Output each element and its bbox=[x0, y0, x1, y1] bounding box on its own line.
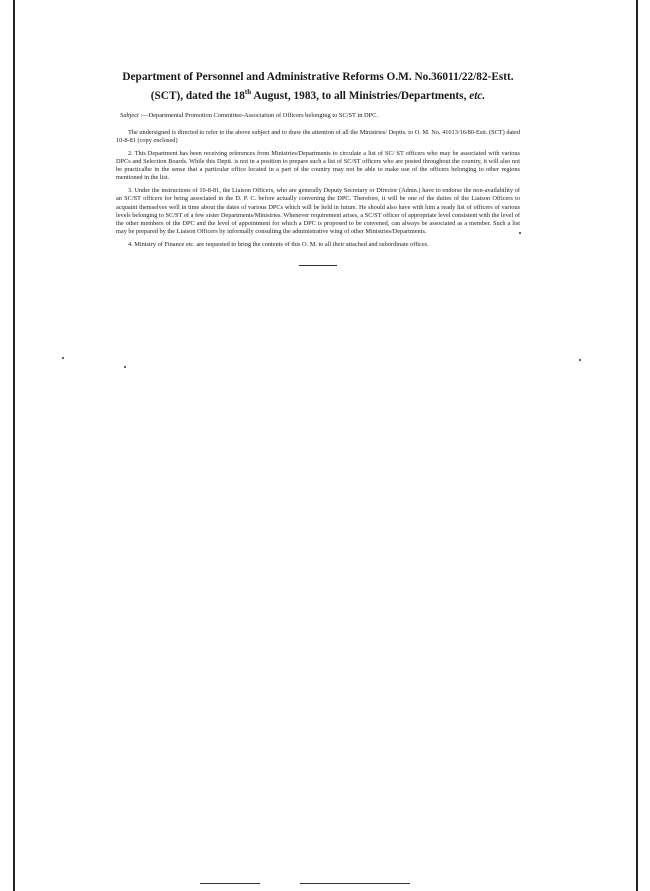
subject-line bbox=[120, 111, 520, 120]
title-superscript: th bbox=[244, 88, 252, 96]
title-rest: August, 1983, to all Ministries/Departments, bbox=[251, 89, 470, 102]
document-page bbox=[116, 70, 520, 266]
paragraph-2: 2. This Department has been receiving references from Ministries/Departments to circulate a list of SC/ ST officers who may be associated with various DPCs and Selection Boards. While this Deptt. is not in a position to prepare such a list of SC/ST officers who are posted throughout the country, it will also not be practicalbe in the sense that a particular office located in a part of the country may not be able to make use of the officers belonging to other regions mentioned in the list. bbox=[116, 149, 520, 182]
end-divider bbox=[299, 265, 337, 266]
title-etc: etc. bbox=[469, 89, 486, 102]
footer-line bbox=[300, 883, 410, 884]
footer-line bbox=[200, 883, 260, 884]
subject-label: Subject bbox=[120, 111, 139, 119]
scan-edge-right bbox=[636, 0, 638, 891]
title-main: Department of Personnel and Administrative Reforms O.M. No.36011/22/82-Estt.(SCT), dated the 18 bbox=[122, 71, 514, 102]
scan-edge-left bbox=[13, 0, 15, 891]
scan-speck bbox=[579, 359, 581, 361]
scan-speck bbox=[519, 232, 521, 234]
document-title bbox=[116, 70, 520, 104]
paragraph-1: The undersigned is directed to refer to the above subject and to draw the attention of all the Ministries/ Deptts. to O. M. No. 41013/16/80-Estt. (SCT) dated 10-8-81 (copy enclosed) bbox=[116, 128, 520, 144]
subject-text: :—Departmental Promotion Committee-Association of Officers belonging to SC/ST in DPC. bbox=[138, 111, 379, 119]
scan-speck bbox=[124, 366, 126, 368]
scan-speck bbox=[62, 357, 64, 359]
paragraph-4: 4. Ministry of Finance etc. are requested to bring the contents of this O. M. to all their attached and subordinate offices. bbox=[128, 240, 429, 248]
paragraph-3: 3. Under the instructions of 10-8-81, the Liaison Officers, who are generally Deputy Secretary or Director (Admn.) have to endorse the non-availability of an SC/ST officers for being associated in the D. P. C. before actually convening the DPC. Therefore, it will be one of the duties of the Liaison Officers to acquaint themselves well in time about the dates of various DPCs which will be held in future. He should also have with him a ready list of officers of various levels belonging to SC/ST of a few sister Departments/Ministries. Whenever requirement arises, a SC/ST officer of appropriate level consistent with the level of the other members of the DPC and the level of appointment for which a DPC is proposed to be convened, can always be associated as a member. Such a list may be prepared by the Liaison Officers by informally consulting the administrative wing of other Ministries/Departments. bbox=[116, 187, 520, 235]
